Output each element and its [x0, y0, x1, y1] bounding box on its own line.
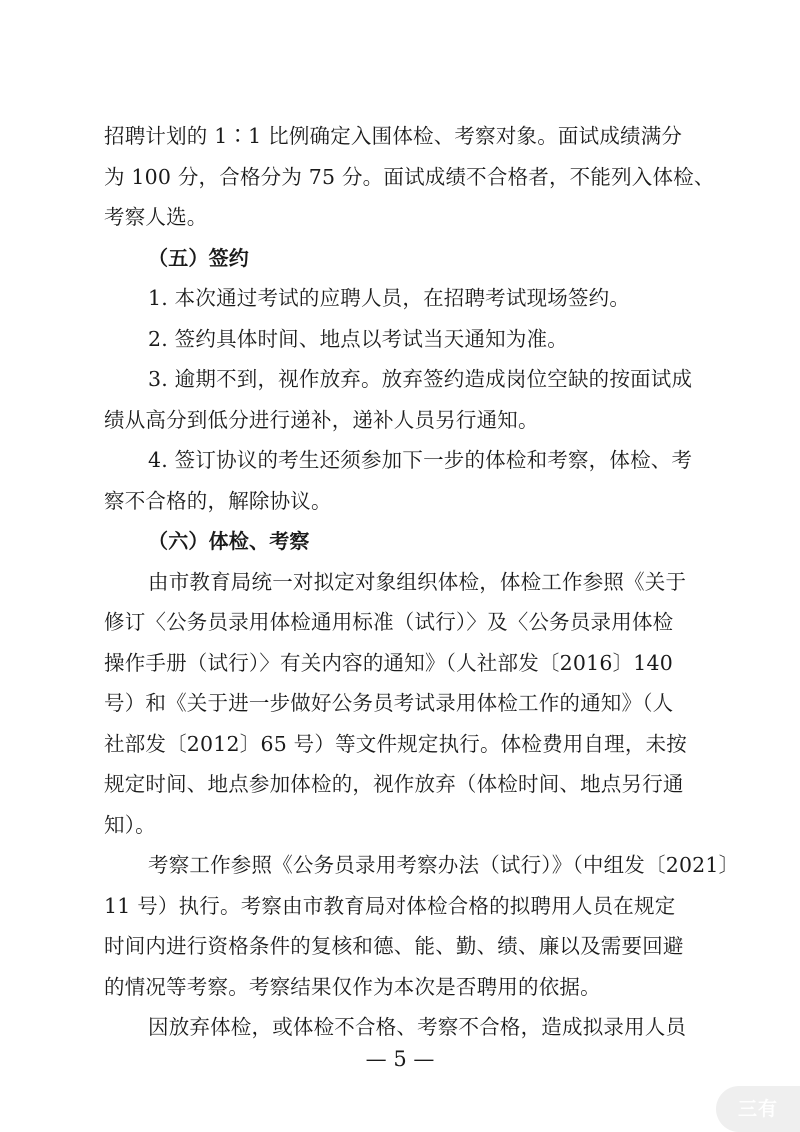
paragraph-line: 绩从高分到低分进行递补，递补人员另行通知。 [104, 408, 539, 432]
section-heading-medical-check: （六）体检、考察 [148, 529, 310, 553]
paragraph-line: 为 100 分，合格分为 75 分。面试成绩不合格者，不能列入体检、 [104, 165, 715, 189]
watermark-badge: 三有 [716, 1086, 800, 1132]
section-heading-signing: （五）签约 [148, 246, 249, 270]
list-item: 3. 逾期不到，视作放弃。放弃签约造成岗位空缺的按面试成 [148, 367, 693, 391]
paragraph-line: 察不合格的，解除协议。 [104, 489, 332, 513]
paragraph-line: 考察工作参照《公务员录用考察办法（试行）》（中组发〔2021〕 [148, 853, 740, 877]
paragraph-line: 社部发〔2012〕65 号）等文件规定执行。体检费用自理，未按 [104, 732, 687, 756]
paragraph-line: 知）。 [104, 813, 156, 837]
paragraph-line: 由市教育局统一对拟定对象组织体检，体检工作参照《关于 [148, 570, 687, 594]
paragraph-line: 考察人选。 [104, 205, 208, 229]
list-item: 2. 签约具体时间、地点以考试当天通知为准。 [148, 327, 568, 351]
paragraph-line: 因放弃体检，或体检不合格、考察不合格，造成拟录用人员 [148, 1015, 687, 1039]
list-item: 4. 签订协议的考生还须参加下一步的体检和考察，体检、考 [148, 448, 693, 472]
page-number: — 5 — [365, 1047, 435, 1071]
list-item: 1. 本次通过考试的应聘人员，在招聘考试现场签约。 [148, 286, 631, 310]
paragraph-line: 招聘计划的 1∶1 比例确定入围体检、考察对象。面试成绩满分 [104, 124, 683, 148]
paragraph-line: 操作手册（试行）〉有关内容的通知》（人社部发〔2016〕140 [104, 651, 673, 675]
paragraph-line: 11 号）执行。考察由市教育局对体检合格的拟聘用人员在规定 [104, 894, 676, 918]
paragraph-line: 修订〈公务员录用体检通用标准（试行）〉及〈公务员录用体检 [104, 610, 674, 634]
paragraph-line: 时间内进行资格条件的复核和德、能、勤、绩、廉以及需要回避 [104, 934, 684, 958]
paragraph-line: 的情况等考察。考察结果仅作为本次是否聘用的依据。 [104, 975, 601, 999]
paragraph-line: 号）和《关于进一步做好公务员考试录用体检工作的通知》（人 [104, 691, 674, 715]
paragraph-line: 规定时间、地点参加体检的，视作放弃（体检时间、地点另行通 [104, 772, 684, 796]
